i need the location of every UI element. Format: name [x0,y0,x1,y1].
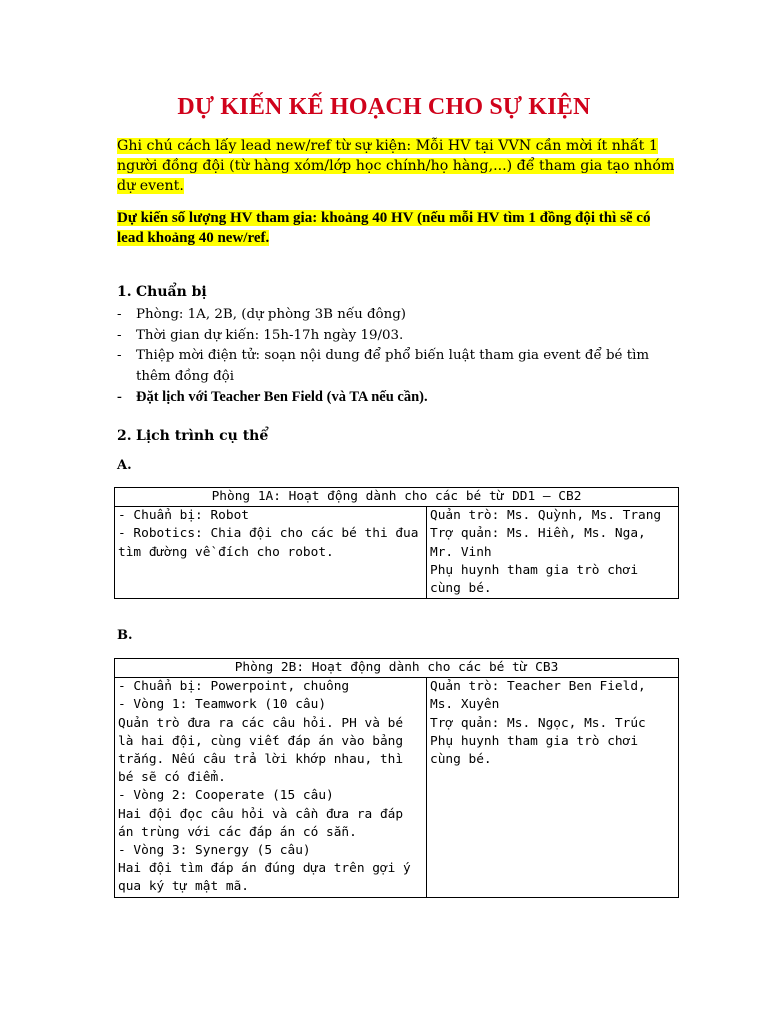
staff-line: Trợ quản: Ms. Hiền, Ms. Nga, Mr. Vinh [430,526,646,560]
list-item [117,387,677,408]
preparation-list [117,305,677,408]
dash-marker: - [117,389,122,405]
room-a-table [114,487,679,599]
list-item-text: Phòng: 1A, 2B, (dự phòng 3B nếu đông) [136,307,407,322]
activity-line: - Robotics: Chia đội cho các bé thi đua tìm đường về đích cho robot. [118,526,419,560]
activity-line: - Vòng 2: Cooperate (15 câu) [118,788,334,804]
table-header-cell: Phòng 1A: Hoạt động dành cho các bé từ DD1 – CB2 [115,488,679,507]
section-heading-preparation [117,284,207,300]
activity-line: - Vòng 1: Teamwork (10 câu) [118,697,327,713]
room-a-label: A. [117,458,132,473]
staff-cell [427,678,679,897]
room-b-table [114,658,679,898]
lead-note-text: Ghi chú cách lấy lead new/ref từ sự kiện: Mỗi HV tại VVN cần mời ít nhất 1 người đồng đội (từ hàng xóm/lớp học chính/họ hàng,...) để tham gia tạo nhóm dự event. [117,138,675,194]
dash-marker: - [117,307,122,322]
activity-cell [115,678,427,897]
activity-line: Hai đội đọc câu hỏi và cần đưa ra đáp án trùng với các đáp án có sẵn. [118,806,404,840]
activity-cell [115,507,427,599]
table-row [115,507,679,599]
table-header-cell: Phòng 2B: Hoạt động dành cho các bé từ CB3 [115,659,679,678]
activity-line: Hai đội tìm đáp án đúng dựa trên gợi ý qua ký tự mật mã. [118,861,411,895]
section-heading-schedule [117,428,268,444]
staff-cell [427,507,679,599]
staff-line: Phụ huynh tham gia trò chơi cùng bé. [430,733,639,768]
lead-note [117,136,677,196]
list-item [117,346,677,387]
estimate-note [117,208,677,248]
table-row [115,678,679,897]
table-header-row [115,488,679,507]
staff-line: Quản trò: Teacher Ben Field, Ms. Xuyên [430,679,646,713]
section-number: 1. [117,284,132,300]
table-header-row [115,659,679,678]
document-title: DỰ KIẾN KẾ HOẠCH CHO SỰ KIỆN [177,94,591,120]
list-item-text: Thời gian dự kiến: 15h-17h ngày 19/03. [136,327,404,343]
section-title: Lịch trình cụ thể [136,428,269,444]
list-item [117,326,677,347]
list-item-text: Thiệp mời điện tử: soạn nội dung để phổ biến luật tham gia event để bé tìm thêm đồng đội [136,348,650,384]
list-item [117,305,677,326]
activity-line: Quản trò đưa ra các câu hỏi. PH và bé là hai đội, cùng viết đáp án vào bảng trắng. Nếu câu trả lời khớp nhau, thì bé sẽ có điểm. [118,715,404,786]
estimate-note-text: Dự kiến số lượng HV tham gia: khoảng 40 HV (nếu mỗi HV tìm 1 đồng đội thì sẽ có lead khoảng 40 new/ref. [117,210,651,246]
section-title: Chuẩn bị [136,284,207,300]
staff-line: Quản trò: Ms. Quỳnh, Ms. Trang [430,508,662,524]
section-number: 2. [117,428,132,444]
activity-line: - Chuẩn bị: Powerpoint, chuông [118,679,350,695]
dash-marker: - [117,327,122,343]
staff-line: Phụ huynh tham gia trò chơi cùng bé. [430,562,639,597]
dash-marker: - [117,348,122,363]
activity-line: - Chuẩn bị: Robot [118,508,249,524]
list-item-text: Đặt lịch với Teacher Ben Field (và TA nếu cần). [136,389,428,405]
activity-line: - Vòng 3: Synergy (5 câu) [118,843,311,859]
staff-line: Trợ quản: Ms. Ngọc, Ms. Trúc [430,715,646,731]
room-b-label: B. [117,628,133,643]
